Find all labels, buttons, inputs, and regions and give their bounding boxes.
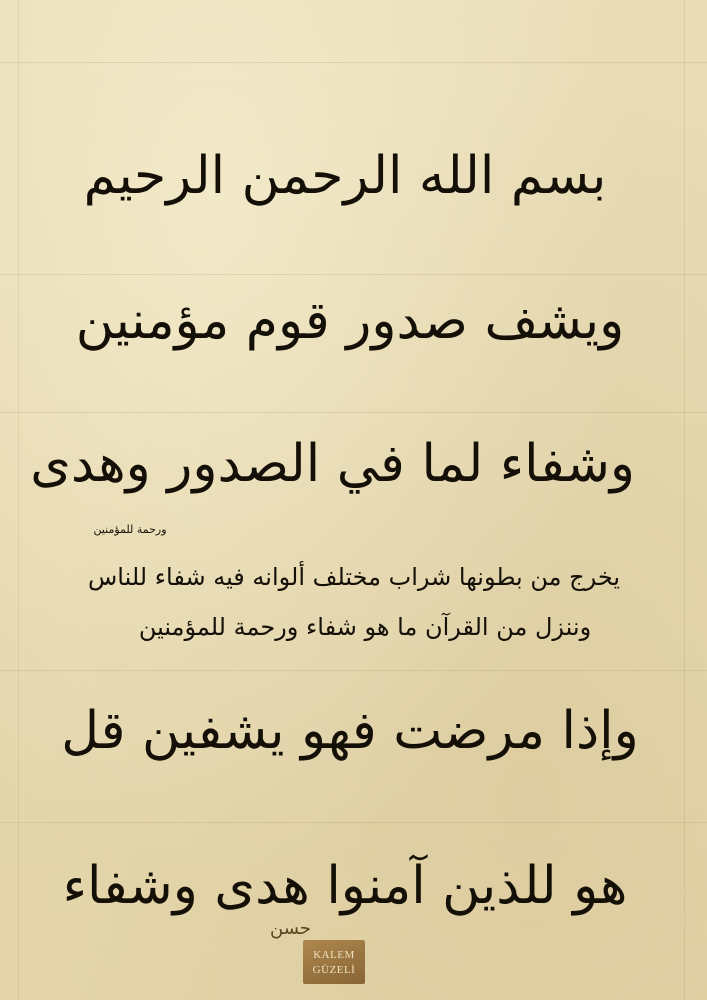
calligraphy-line-basmala: بسم الله الرحمن الرحيم	[83, 146, 607, 206]
ruling-line	[0, 670, 707, 671]
ruling-line	[0, 822, 707, 823]
watermark-text-bottom: GÜZELİ	[312, 964, 356, 976]
watermark-text-top: KALEM	[313, 949, 355, 961]
calligraphy-line-7: هو للذين آمنوا هدى وشفاء	[62, 856, 628, 916]
ruling-line	[0, 274, 707, 275]
watermark-logo	[303, 940, 365, 984]
calligraphy-line-2: ويشف صدور قوم مؤمنين	[75, 291, 625, 351]
calligraphy-line-6: وإذا مرضت فهو يشفين قل	[61, 701, 639, 761]
calligraphy-note: ورحمة للمؤمنين	[93, 523, 167, 536]
calligraphy-line-4: يخرج من بطونها شراب مختلف ألوانه فيه شفاء للناس	[87, 563, 620, 591]
ruling-line	[0, 62, 707, 63]
calligrapher-signature: حسن	[270, 918, 311, 939]
ruling-line	[0, 412, 707, 413]
right-margin-guide	[684, 0, 685, 1000]
left-margin-guide	[18, 0, 19, 1000]
calligraphy-line-3: وشفاء لما في الصدور وهدى	[30, 434, 635, 494]
calligraphy-line-5: وننزل من القرآن ما هو شفاء ورحمة للمؤمنين	[138, 613, 592, 641]
